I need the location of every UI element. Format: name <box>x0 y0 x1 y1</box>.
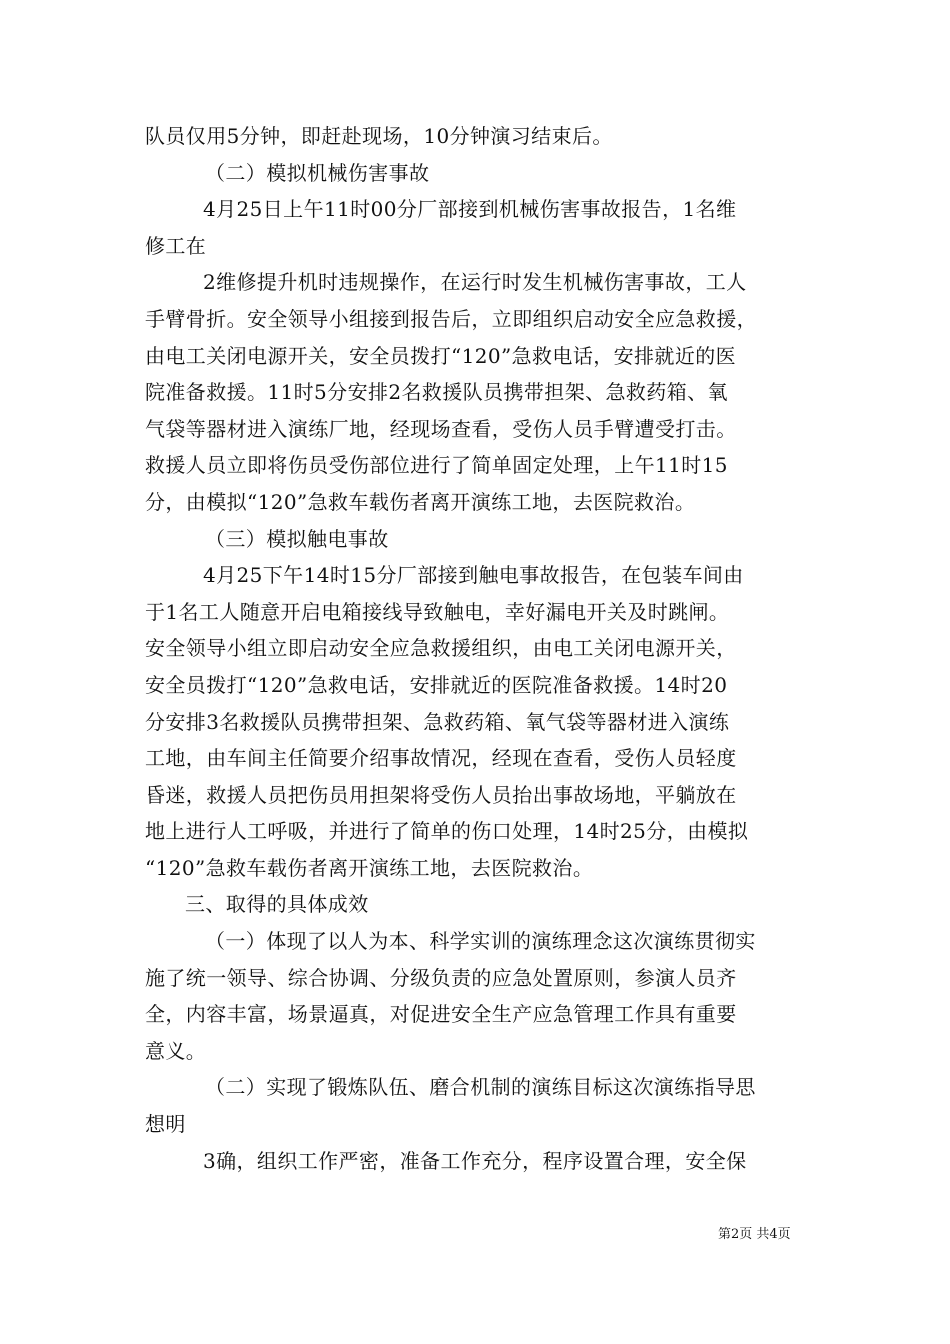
text-line: 4月25下午14时15分厂部接到触电事故报告，在包装车间由 <box>203 563 744 588</box>
text-line: 想明 <box>145 1112 186 1137</box>
text-line: 施了统一领导、综合协调、分级负责的应急处置原则，参演人员齐 <box>145 965 737 990</box>
text-line: 全，内容丰富，场景逼真，对促进安全生产应急管理工作具有重要 <box>145 1002 737 1027</box>
text-line: 安全领导小组立即启动安全应急救援组织，由电工关闭电源开关， <box>145 636 737 661</box>
text-line: 工地，由车间主任简要介绍事故情况，经现在查看，受伤人员轻度 <box>145 746 737 771</box>
text-line: 由电工关闭电源开关，安全员拨打“120”急救电话，安排就近的医 <box>145 343 737 368</box>
text-line: 手臂骨折。安全领导小组接到报告后，立即组织启动安全应急救援， <box>145 306 757 331</box>
section-heading: （二）模拟机械伤害事故 <box>205 160 430 185</box>
page-number-footer: 第2页 共4页 <box>718 1227 791 1242</box>
text-line: 修工在 <box>145 233 207 258</box>
text-line: （二）实现了锻炼队伍、磨合机制的演练目标这次演练指导思 <box>205 1075 756 1100</box>
text-line: 安全员拨打“120”急救电话，安排就近的医院准备救援。14时20 <box>145 672 728 697</box>
text-line: 气袋等器材进入演练厂地，经现场查看，受伤人员手臂遭受打击。 <box>145 416 737 441</box>
text-line: 意义。 <box>145 1038 207 1063</box>
text-line: 分安排3名救援队员携带担架、急救药箱、氧气袋等器材进入演练 <box>145 709 730 734</box>
text-line: 分，由模拟“120”急救车载伤者离开演练工地，去医院救治。 <box>145 489 696 514</box>
text-line: 4月25日上午11时00分厂部接到机械伤害事故报告，1名维 <box>203 197 737 222</box>
text-line: 昏迷，救援人员把伤员用担架将受伤人员抬出事故场地，平躺放在 <box>145 782 737 807</box>
text-line: “120”急救车载伤者离开演练工地，去医院救治。 <box>145 855 594 880</box>
text-line: 队员仅用5分钟，即赶赴现场，10分钟演习结束后。 <box>145 124 613 148</box>
text-line: （一）体现了以人为本、科学实训的演练理念这次演练贯彻实 <box>205 929 756 954</box>
text-line: 救援人员立即将伤员受伤部位进行了简单固定处理，上午11时15 <box>145 453 728 478</box>
text-line: 2维修提升机时违规操作，在运行时发生机械伤害事故，工人 <box>203 270 747 295</box>
section-heading: 三、取得的具体成效 <box>185 892 369 917</box>
text-line: 于1名工人随意开启电箱接线导致触电，幸好漏电开关及时跳闸。 <box>145 599 730 624</box>
text-line: 院准备救援。11时5分安排2名救援队员携带担架、急救药箱、氧 <box>145 380 728 405</box>
text-line: 地上进行人工呼吸，并进行了简单的伤口处理，14时25分，由模拟 <box>145 819 749 844</box>
section-heading: （三）模拟触电事故 <box>205 526 389 551</box>
text-line: 3确，组织工作严密，准备工作充分，程序设置合理，安全保 <box>203 1148 747 1173</box>
body-text <box>145 118 810 1179</box>
